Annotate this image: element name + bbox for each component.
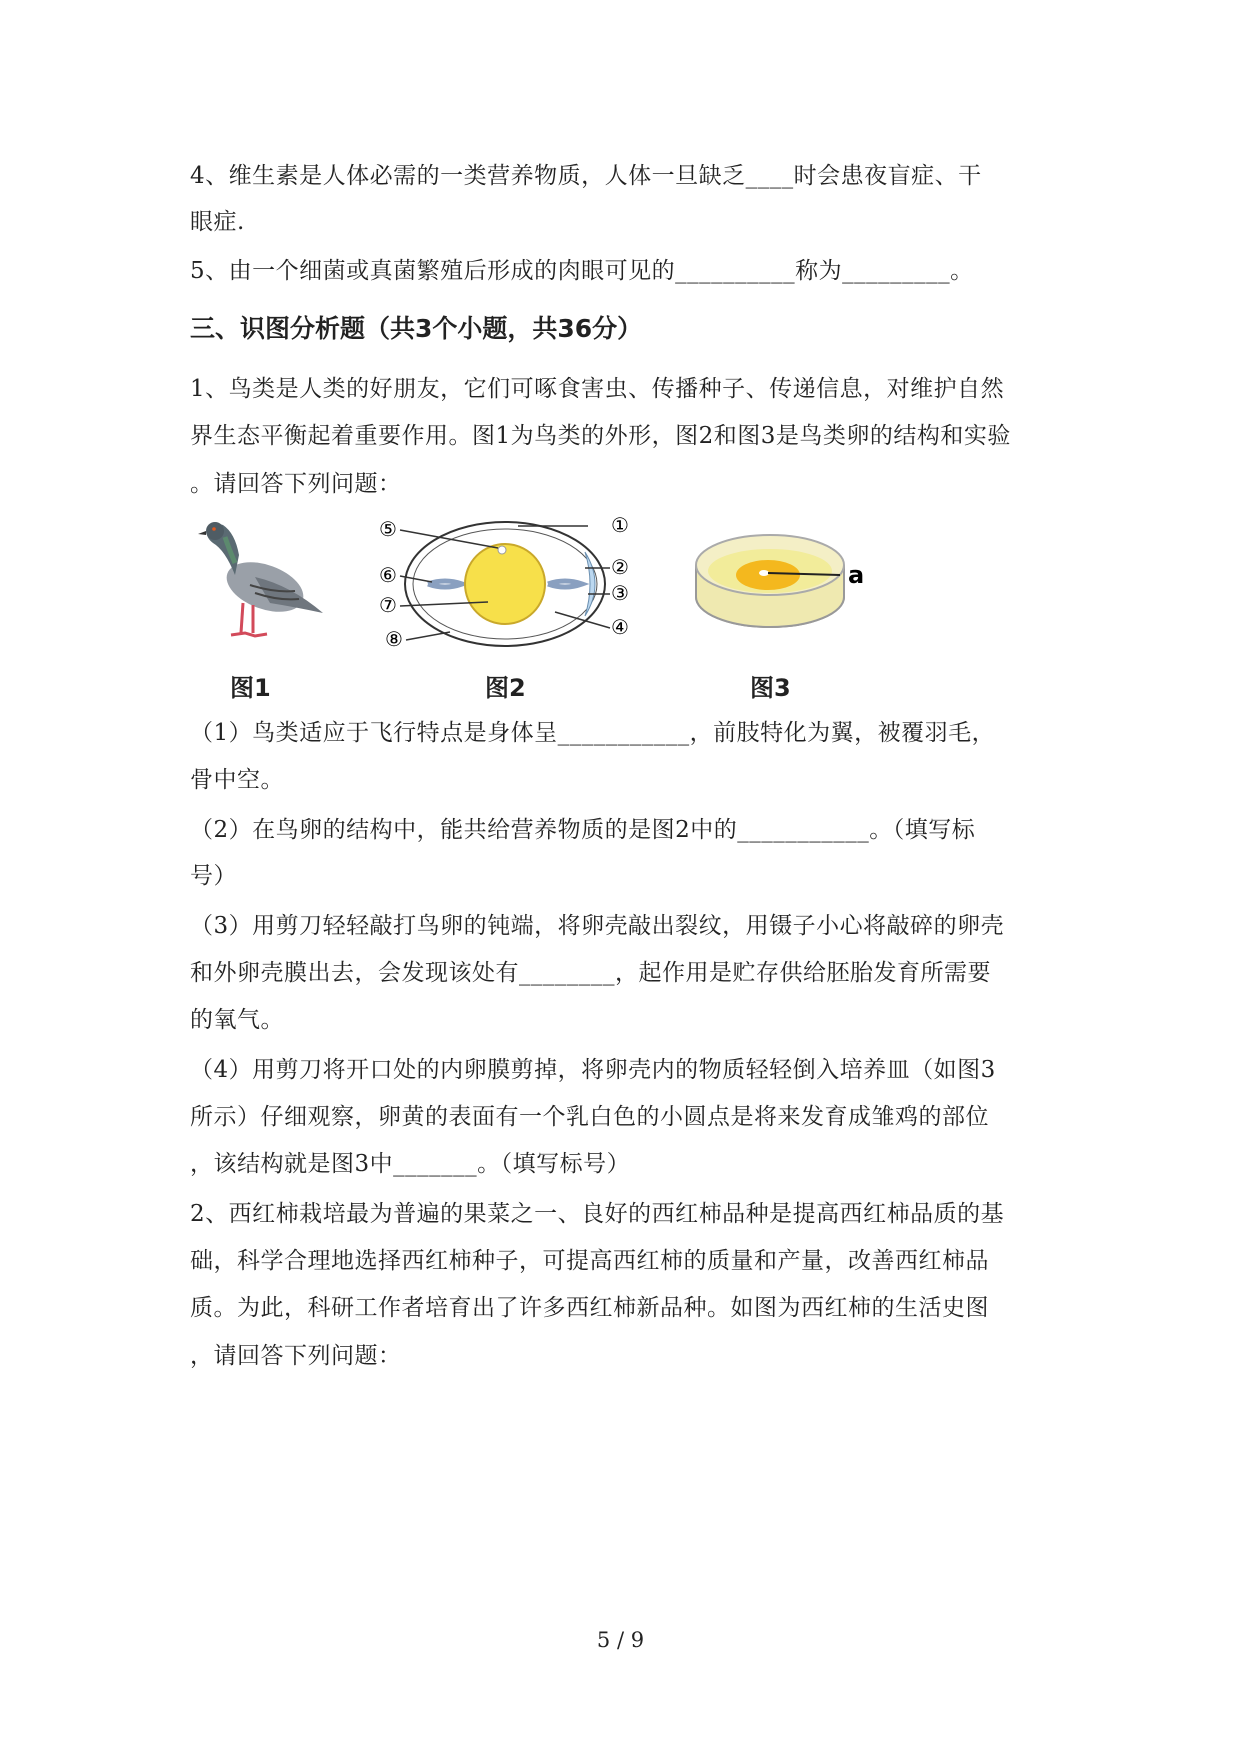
q1-part-3-line-2: 和外卵壳膜出去，会发现该处有________，起作用是贮存供给胚胎发育所需要 xyxy=(190,960,991,986)
q2-intro-line-4: ，请回答下列问题： xyxy=(190,1343,402,1369)
q1-part-2-line-1: （2）在鸟卵的结构中，能共给营养物质的是图2中的___________。（填写标 xyxy=(190,817,976,843)
marker-a: a xyxy=(848,561,865,589)
marker-1: ① xyxy=(611,513,629,537)
marker-3: ③ xyxy=(611,581,629,605)
section-heading: 三、识图分析题（共3个小题，共36分） xyxy=(190,314,643,343)
q1-part-2-line-2: 号） xyxy=(190,863,237,889)
q1-part-1-line-2: 骨中空。 xyxy=(190,767,284,793)
pigeon-figure xyxy=(195,515,335,650)
marker-2: ② xyxy=(611,555,629,579)
q2-intro-line-3: 质。为此，科研工作者培育出了许多西红柿新品种。如图为西红柿的生活史图 xyxy=(190,1295,989,1321)
egg-structure-figure xyxy=(370,512,635,662)
figure-3-label: 图3 xyxy=(750,674,791,702)
q1-intro-line-2: 界生态平衡起着重要作用。图1为鸟类的外形，图2和图3是鸟类卵的结构和实验 xyxy=(190,423,1011,449)
q1-part-1-line-1: （1）鸟类适应于飞行特点是身体呈___________，前肢特化为翼，被覆羽毛， xyxy=(190,720,996,746)
q1-part-4-line-3: ，该结构就是图3中_______。（填写标号） xyxy=(190,1151,631,1177)
q1-intro-line-1: 1、鸟类是人类的好朋友，它们可啄食害虫、传播种子、传递信息，对维护自然 xyxy=(190,376,1005,402)
marker-4: ④ xyxy=(611,615,629,639)
figure-2-label: 图2 xyxy=(485,674,526,702)
question-5-line: 5、由一个细菌或真菌繁殖后形成的肉眼可见的__________称为_________。 xyxy=(190,258,974,284)
q1-part-4-line-1: （4）用剪刀将开口处的内卵膜剪掉，将卵壳内的物质轻轻倒入培养皿（如图3 xyxy=(190,1057,996,1083)
question-4-line-1: 4、维生素是人体必需的一类营养物质，人体一旦缺乏____时会患夜盲症、干 xyxy=(190,163,982,189)
question-4-line-2: 眼症. xyxy=(190,209,245,235)
marker-6: ⑥ xyxy=(379,563,397,587)
q2-intro-line-1: 2、西红柿栽培最为普遍的果菜之一、良好的西红柿品种是提高西红柿品质的基 xyxy=(190,1201,1005,1227)
q1-part-4-line-2: 所示）仔细观察，卵黄的表面有一个乳白色的小圆点是将来发育成雏鸡的部位 xyxy=(190,1104,989,1130)
marker-8: ⑧ xyxy=(385,627,403,651)
petri-dish-figure xyxy=(690,525,870,635)
figure-1-label: 图1 xyxy=(230,674,271,702)
q1-intro-line-3: 。请回答下列问题： xyxy=(190,471,402,497)
marker-7: ⑦ xyxy=(379,593,397,617)
q1-part-3-line-3: 的氧气。 xyxy=(190,1007,284,1033)
marker-5: ⑤ xyxy=(379,517,397,541)
q1-part-3-line-1: （3）用剪刀轻轻敲打鸟卵的钝端，将卵壳敲出裂纹，用镊子小心将敲碎的卵壳 xyxy=(190,913,1005,939)
page-number: 5 / 9 xyxy=(596,1628,645,1652)
q2-intro-line-2: 础，科学合理地选择西红柿种子，可提高西红柿的质量和产量，改善西红柿品 xyxy=(190,1248,989,1274)
